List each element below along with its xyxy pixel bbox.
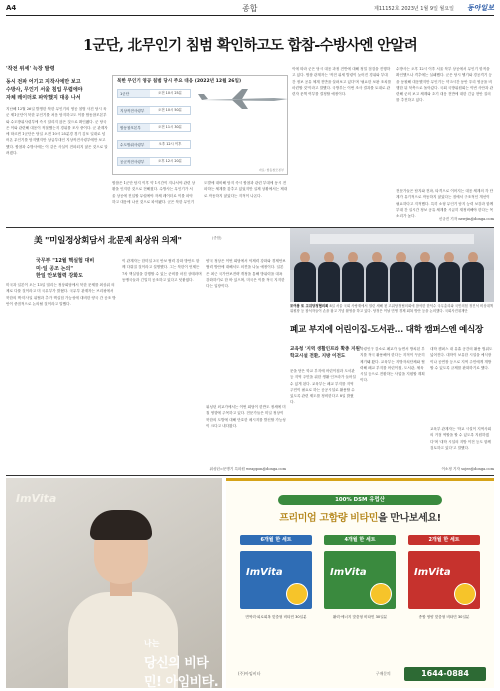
main-byline: 신규진 기자 newjin@donga.com <box>438 217 494 221</box>
photo-caption <box>290 304 494 314</box>
main-body-col2: 합참은 1군단 탐지 이후 약 1시간이 지나서야 관련 상황을 인지한 것으로 전해졌다. 수방사는 무인기가 서울 상공에 진입할 무렵에야 자체 레이더로 이를 파악하고 대응에 나선 것으로 파악됐다. 군은 북한 무인기 도발에 대비해 탐지 즉시 합참과 관련 부대에 동시 전파하는 체계를 갖추고 있었지만 실제 상황에서는 제대로 작동하지 않았다는 지적이 나온다. <box>112 181 288 204</box>
school-body3: 대학 캠퍼스 내 유휴 공간의 활용 범위도 넓어진다. 대학이 보유한 시설을 예식장이나 공연장 등으로 지역 주민에게 개방할 수 있도록 규제를 완화하기로 했다. <box>430 347 493 370</box>
photo-caption-title: 모여봉 또 고위당정협의회 <box>290 304 329 308</box>
us-japan-byline: 워싱턴=문병기 특파원 weappon@donga.com <box>209 467 286 471</box>
infobox-source: 자료: 합동참모본부 <box>258 168 284 172</box>
school-byline: 이소정 기자 sojee@donga.com <box>441 467 494 471</box>
us-japan-pull: 국무부 "12월 핵실험 대비 미·일 공조 논의" 한일 안보협력 강화도 <box>36 258 95 279</box>
vitamin-ad <box>6 478 494 688</box>
product-desc: 면역력·피로회복 맞춤형 비타민 30일분 <box>245 615 307 619</box>
infobox-row: 1군단 오전 10시 25분 <box>117 89 191 98</box>
issue-date: 제11152호 2023년 1월 9일 월요일 <box>374 6 454 12</box>
school-pull: 교육청 '지역 생활인프라 확충 지원' 학교시설 전환, 지방 이전도 <box>290 347 362 359</box>
infobox-row: 지상작전사령부 오전 10시 50분 <box>117 106 191 115</box>
school-body1: 문을 닫은 학교 부지에 어린이집과 도서관 등 지역 주민을 위한 생활 인프라가 들어설 수 있게 된다. 교육부는 폐교 부지를 지역 주민이 필요로 하는 공공시설로 활용할 수 있도록 관련 제도를 정비한다고 8일 밝혔다. <box>290 369 356 405</box>
infobox-title: 북한 무인기 영공 침범 당시 주요 대응 (2022년 12월 26일) <box>117 79 242 84</box>
page-number: A4 <box>6 4 17 12</box>
us-japan-body2: 이 관계자는 한미일 3국 안보 협력 강화 방안도 함께 다뤄질 것이라고 설명했다. 그는 북한이 언제든 7차 핵실험을 감행할 수 있는 준비를 마친 상태라며 동맹국들과 긴밀히 공조하고 있다고 덧붙였다. <box>122 259 202 282</box>
newspaper-logo: 동아일보 <box>466 4 494 12</box>
ad-product-panel <box>226 478 494 688</box>
product-desc: 종합 영양 맞춤형 비타민 30일분 <box>418 615 470 619</box>
offer-badge: 6개월 한 세트 <box>240 535 312 545</box>
product-box: ImVita <box>240 551 312 609</box>
ad-subtitle: 프리미엄 고함량 비타민을 만나보세요! <box>279 513 441 524</box>
main-body-col1: 지난해 12월 26일 발생한 북한 무인기의 영공 침범 사건 당시 육군 제1군단이 북한 무인기를 처음 탐지하고도 이를 합동참모본부와 수도방위사령부에 즉시 알리지 않은 것으로 확인됐다. 군 당국은 이와 관련해 대응이 적절했는지 경위를 조사 중이다. 군 관계자에 따르면 1군단은 당일 오전 10시 25분경 경기 김포 일대로 넘어온 무인기를 탐지했지만 상급부대인 지상작전사령부에만 보고했다. 합참과 수방사에는 이 같은 사실이 전파되지 않은 것으로 알려졌다. <box>6 107 108 156</box>
ad-company: (주)아임비타 <box>238 671 261 676</box>
us-japan-body4: 워싱턴 외교가에서는 이번 회담이 한반도 정세에 미칠 영향에 주목하고 있다. 전문가들은 미일 정상이 북한의 도발에 대해 단호한 메시지를 발신할 가능성이 크다고 내다봤다. <box>206 405 286 428</box>
ad-origin-badge: 100% DSM 유럽산 <box>278 495 442 505</box>
product-box: ImVita <box>324 551 396 609</box>
us-japan-body1: 미국과 일본이 오는 13일 열리는 정상회담에서 북한 문제를 최상위 의제로 다룰 것이라고 미 국무부가 밝혔다. 국무부 관계자는 브리핑에서 북한의 핵·미사일 위협과 추가 핵실험 가능성에 대비한 양국 간 공조 방안이 중점적으로 논의될 것이라고 말했다. <box>6 283 116 306</box>
party-meeting-photo <box>290 228 494 302</box>
main-headline: 1군단, 北무인기 침범 확인하고도 합참-수방사엔 안알려 <box>82 37 418 54</box>
main-body-col5: 전문가들은 탐지와 전파, 타격으로 이어지는 대응 체계의 각 단계가 유기적으로 작동하지 않았다는 점에서 구조적인 개선이 필요하다고 지적했다. 특히 소형 무인기 탐지 능력 보강과 함께 부대 간 실시간 정보 공유 체계를 시급히 재정비해야 한다는 목소리가 높다. <box>396 189 494 219</box>
school-headline: 폐교 부지에 어린이집-도서관… 대학 캠퍼스엔 예식장 <box>290 325 484 335</box>
photo-caption-text: 8일 서울 국회 사랑재에서 열린 새해 첫 고위당정협의회에 참석한 한덕수 국무총리와 국민의힘 정진석 비상대책위원장 등 참석자들이 손을 잡고 기념 촬영을 하고 있다. 당정은 이날 민생 경제 회복 방안 등을 논의했다. 국회사진취재단 <box>290 304 494 313</box>
offer-badge: 2개월 한 세트 <box>408 535 480 545</box>
ad-model-panel <box>6 478 222 688</box>
us-japan-body3: 양국 정상은 이번 회담에서 억제력 강화와 경제안보 협력 방안에 대해서도 의견을 나눌 예정이다. 일본은 최근 국가안보전략 개정을 통해 방위력을 대폭 강화하기로 한 바 있으며, 미국은 이를 적극 지지한다는 입장이다. <box>206 259 286 289</box>
ad-slogan-line1: 나는 <box>144 639 160 648</box>
school-body4: 교육부 관계자는 '학교 시설이 지역사회의 거점 역할을 할 수 있도록 지원하겠다'며 '대학 시설의 지방 이전 등도 함께 검토하고 있다'고 말했다. <box>430 427 492 450</box>
main-intro: '작전 위세' 늑장 발령 <box>6 66 55 72</box>
ad-cs-label: 구매문의 <box>376 671 391 676</box>
ad-brand-logo: ImVita <box>16 492 57 505</box>
main-lead: 동시 전파 어기고 지작사에만 보고 수방사, 무인기 서울 침입 무렵에야 자체 레이더로 파악했지 대응 나서 <box>6 79 83 101</box>
page-header <box>6 2 494 16</box>
section-name: 종합 <box>242 4 258 13</box>
product-box: ImVita <box>408 551 480 609</box>
ad-divider <box>6 475 494 476</box>
main-body-col4: 수방사는 오후 12시 이후 서울 북부 상공에서 무인기 항적을 확인했으나 격추에는 실패했다. 군은 당시 헬기와 경공격기 등을 동원해 대응했지만 무인기는 약 5시간 동안 우리 영공을 비행한 뒤 북측으로 돌아갔다. 국회 국방위원회는 이번 사안과 관련해 군의 보고 체계와 초기 대응 전반에 대한 긴급 현안 질의를 추진하고 있다. <box>396 67 494 103</box>
us-japan-source: (종합) <box>212 236 222 240</box>
infobox-row: 합동참모본부 오전 11시 30분 <box>117 123 191 132</box>
us-japan-headline: 美 "미일정상회담서 北문제 최상위 의제" <box>34 236 182 246</box>
ad-slogan-line2: 당신의 비타민! 아임비타. <box>144 656 219 690</box>
drone-icon <box>196 88 292 110</box>
infobox-row: 수도방위사령부 오후 12시 이후 <box>117 140 191 149</box>
offer-badge: 4개월 한 세트 <box>324 535 396 545</box>
main-body-col3: 이에 따라 군은 당시 대응 과정 전반에 대해 정밀 점검을 진행하고 있다. 합참 관계자는 '작전 위세 발령이 늦어진 경위와 부대 간 정보 공유 체계 전반을 살펴보고 있다'며 '필요한 보완 조치를 마련할 것'이라고 말했다. 국방부는 이번 조사 결과를 토대로 관련자 문책 여부를 결정할 예정이다. <box>292 67 392 97</box>
school-body2: 학령인구 감소로 폐교가 늘면서 방치된 부지를 적극 활용해야 한다는 지적이 꾸준히 제기돼 왔다. 교육부는 지방자치단체와 협력해 폐교 부지를 어린이집, 도서관, 체육시설 등으로 전환하는 사업을 지원할 계획이다. <box>360 347 425 383</box>
product-desc: 활력·에너지 맞춤형 비타민 30일분 <box>332 615 388 619</box>
ad-phone-number: 1644-0884 <box>404 667 486 681</box>
infobox-row: 공군작전사령부 오후 12시 20분 <box>117 157 191 166</box>
